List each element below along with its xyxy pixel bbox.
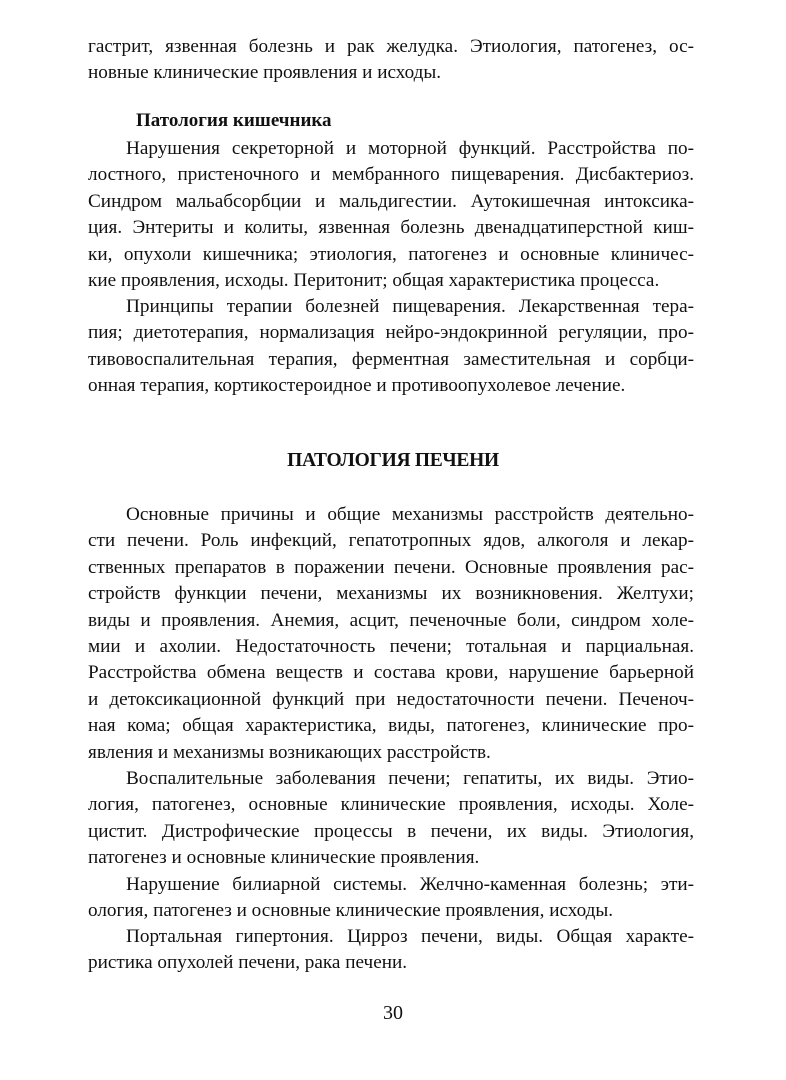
paragraph-liver-causes <box>88 502 694 766</box>
text-line: ология, патогенез и основные клинические проявления, исходы. <box>88 900 614 922</box>
text-line: Нарушения секреторной и моторной функций. Расстройства по- <box>126 138 694 159</box>
text-line: цистит. Дистрофические процессы в печени, их виды. Этиология, <box>88 820 694 842</box>
text-line: сти печени. Роль инфекций, гепатотропных ядов, алкоголя и лекар- <box>88 530 694 552</box>
text-line: тивовоспалительная терапия, ферментная заместительная и сорбци- <box>88 348 694 370</box>
text-line: логия, патогенез, основные клинические проявления, исходы. Холе- <box>88 794 694 816</box>
text-line: ственных препаратов в поражении печени. Основные проявления рас- <box>88 556 694 578</box>
text-line: ристика опухолей печени, рака печени. <box>88 952 408 974</box>
paragraph-liver-inflammation <box>88 766 694 872</box>
intestine-heading: Патология кишечника <box>136 110 332 131</box>
paragraph-digestion-therapy <box>88 294 694 400</box>
text-line: ная кома; общая характеристика, виды, патогенез, клинические про- <box>88 715 694 737</box>
text-line: Основные причины и общие механизмы расстройств деятельно- <box>126 504 694 525</box>
text-line: стройств функции печени, механизмы их возникновения. Желтухи; <box>88 583 694 605</box>
text-line: лостного, пристеночного и мембранного пищеварения. Дисбактериоз. <box>88 164 694 186</box>
text-line: Синдром мальабсорбции и мальдигестии. Аутокишечная интоксика- <box>88 190 694 212</box>
text-line: ция. Энтериты и колиты, язвенная болезнь двенадцатиперстной киш- <box>88 217 694 239</box>
text-line: виды и проявления. Анемия, асцит, печеночные боли, синдром холе- <box>88 609 694 631</box>
page-number: 30 <box>383 1002 403 1024</box>
text-line: гастрит, язвенная болезнь и рак желудка. Этиология, патогенез, ос- <box>88 36 694 57</box>
text-line: новные клинические проявления и исходы. <box>88 62 442 84</box>
text-line: Портальная гипертония. Цирроз печени, виды. Общая характе- <box>126 926 694 947</box>
text-line: Воспалительные заболевания печени; гепатиты, их виды. Этио- <box>126 768 694 789</box>
text-line: онная терапия, кортикостероидное и противоопухолевое лечение. <box>88 375 626 397</box>
text-line: патогенез и основные клинические проявления. <box>88 847 480 869</box>
paragraph-intestine-disorders <box>88 136 694 294</box>
text-line: ки, опухоли кишечника; этиология, патогенез и основные клиничес- <box>88 243 694 265</box>
text-line: мии и ахолии. Недостаточность печени; тотальная и парциальная. <box>88 636 694 658</box>
text-line: Расстройства обмена веществ и состава крови, нарушение барьерной <box>88 662 694 684</box>
text-line: Принципы терапии болезней пищеварения. Лекарственная тера- <box>126 296 694 317</box>
paragraph-portal-hypertension <box>88 924 694 977</box>
text-line: Нарушение билиарной системы. Желчно-каменная болезнь; эти- <box>126 874 694 895</box>
text-line: и детоксикационной функций при недостаточности печени. Печеноч- <box>88 688 694 710</box>
liver-section-title: ПАТОЛОГИЯ ПЕЧЕНИ <box>287 450 499 471</box>
text-line: кие проявления, исходы. Перитонит; общая характеристика процесса. <box>88 270 660 292</box>
text-line: явления и механизмы возникающих расстройств. <box>88 741 491 763</box>
paragraph-biliary-system <box>88 872 694 925</box>
paragraph-stomach-end <box>88 34 694 87</box>
text-line: пия; диетотерапия, нормализация нейро-эндокринной регуляции, про- <box>88 322 694 344</box>
